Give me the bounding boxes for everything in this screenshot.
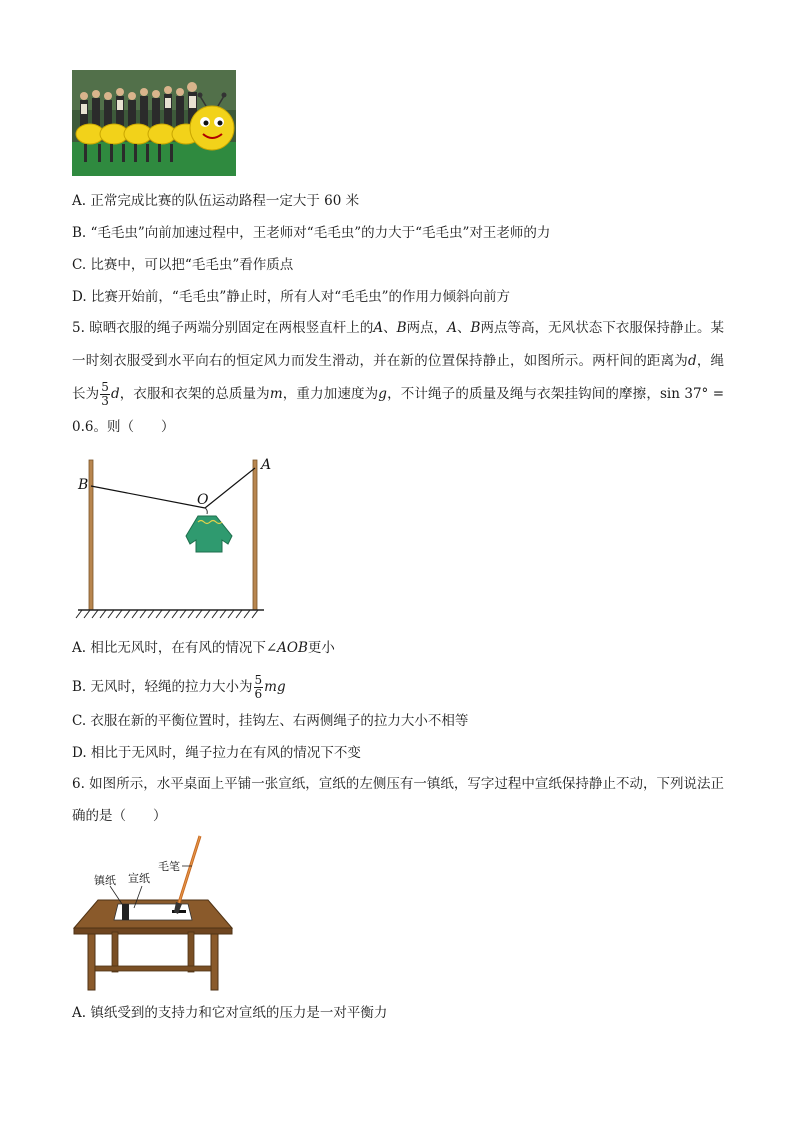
clothesline-figure	[72, 452, 282, 624]
q5-option-b: B. 无风时，轻绳的拉力大小为 $\frac{5}{6}$ mg	[72, 673, 286, 701]
q4-option-b: B. “毛毛虫”向前加速过程中，王老师对“毛毛虫”的力大于“毛毛虫”对王老师的力	[72, 225, 551, 241]
q5-option-c: C. 衣服在新的平衡位置时，挂钩左、右两侧绳子的拉力大小不相等	[72, 713, 469, 729]
q4-option-c: C. 比赛中，可以把“毛毛虫”看作质点	[72, 257, 294, 273]
desk-figure	[72, 832, 234, 994]
q6-stem: 6. 如图所示，水平桌面上平铺一张宣纸，宣纸的左侧压有一镇纸，写字过程中宣纸保持静止不动，下列说法正确的是（ ）	[72, 776, 724, 824]
q5-option-d: D. 相比于无风时，绳子拉力在有风的情况下不变	[72, 745, 361, 761]
label-point-b: B	[78, 477, 89, 493]
label-brush: 毛笔	[158, 860, 180, 873]
q5-length-fraction: $\frac{5}{3}$	[101, 380, 109, 408]
label-point-o: O	[197, 492, 209, 508]
q4-option-a: A. 正常完成比赛的队伍运动路程一定大于 60 米	[72, 193, 360, 209]
q5-option-a: A. 相比无风时，在有风的情况下∠AOB更小	[72, 640, 335, 656]
q5-tension-fraction: $\frac{5}{6}$	[254, 673, 263, 701]
q4-option-d: D. 比赛开始前，“毛毛虫”静止时，所有人对“毛毛虫”的作用力倾斜向前方	[72, 289, 511, 305]
q6-option-a: A. 镇纸受到的支持力和它对宣纸的压力是一对平衡力	[72, 1005, 388, 1021]
label-rice-paper: 宣纸	[128, 872, 150, 885]
label-paperweight: 镇纸	[94, 874, 116, 887]
caterpillar-race-photo	[72, 70, 236, 176]
label-point-a: A	[261, 457, 272, 473]
q5-stem: 5. 晾晒衣服的绳子两端分别固定在两根竖直杆上的A、B两点，A、B两点等高，无风状态下衣服保持静止。某一时刻衣服受到水平向右的恒定风力而发生滑动，并在新的位置保持静止，如图所示。两杆间的距离为d，绳长为 $\frac{5}{3}$ d，衣服和衣架的总质量为m，重力加速度为g，不计绳子的质量及绳与衣架挂钩间的摩擦，sin 37° = 0.6。则（ ）	[72, 320, 725, 435]
